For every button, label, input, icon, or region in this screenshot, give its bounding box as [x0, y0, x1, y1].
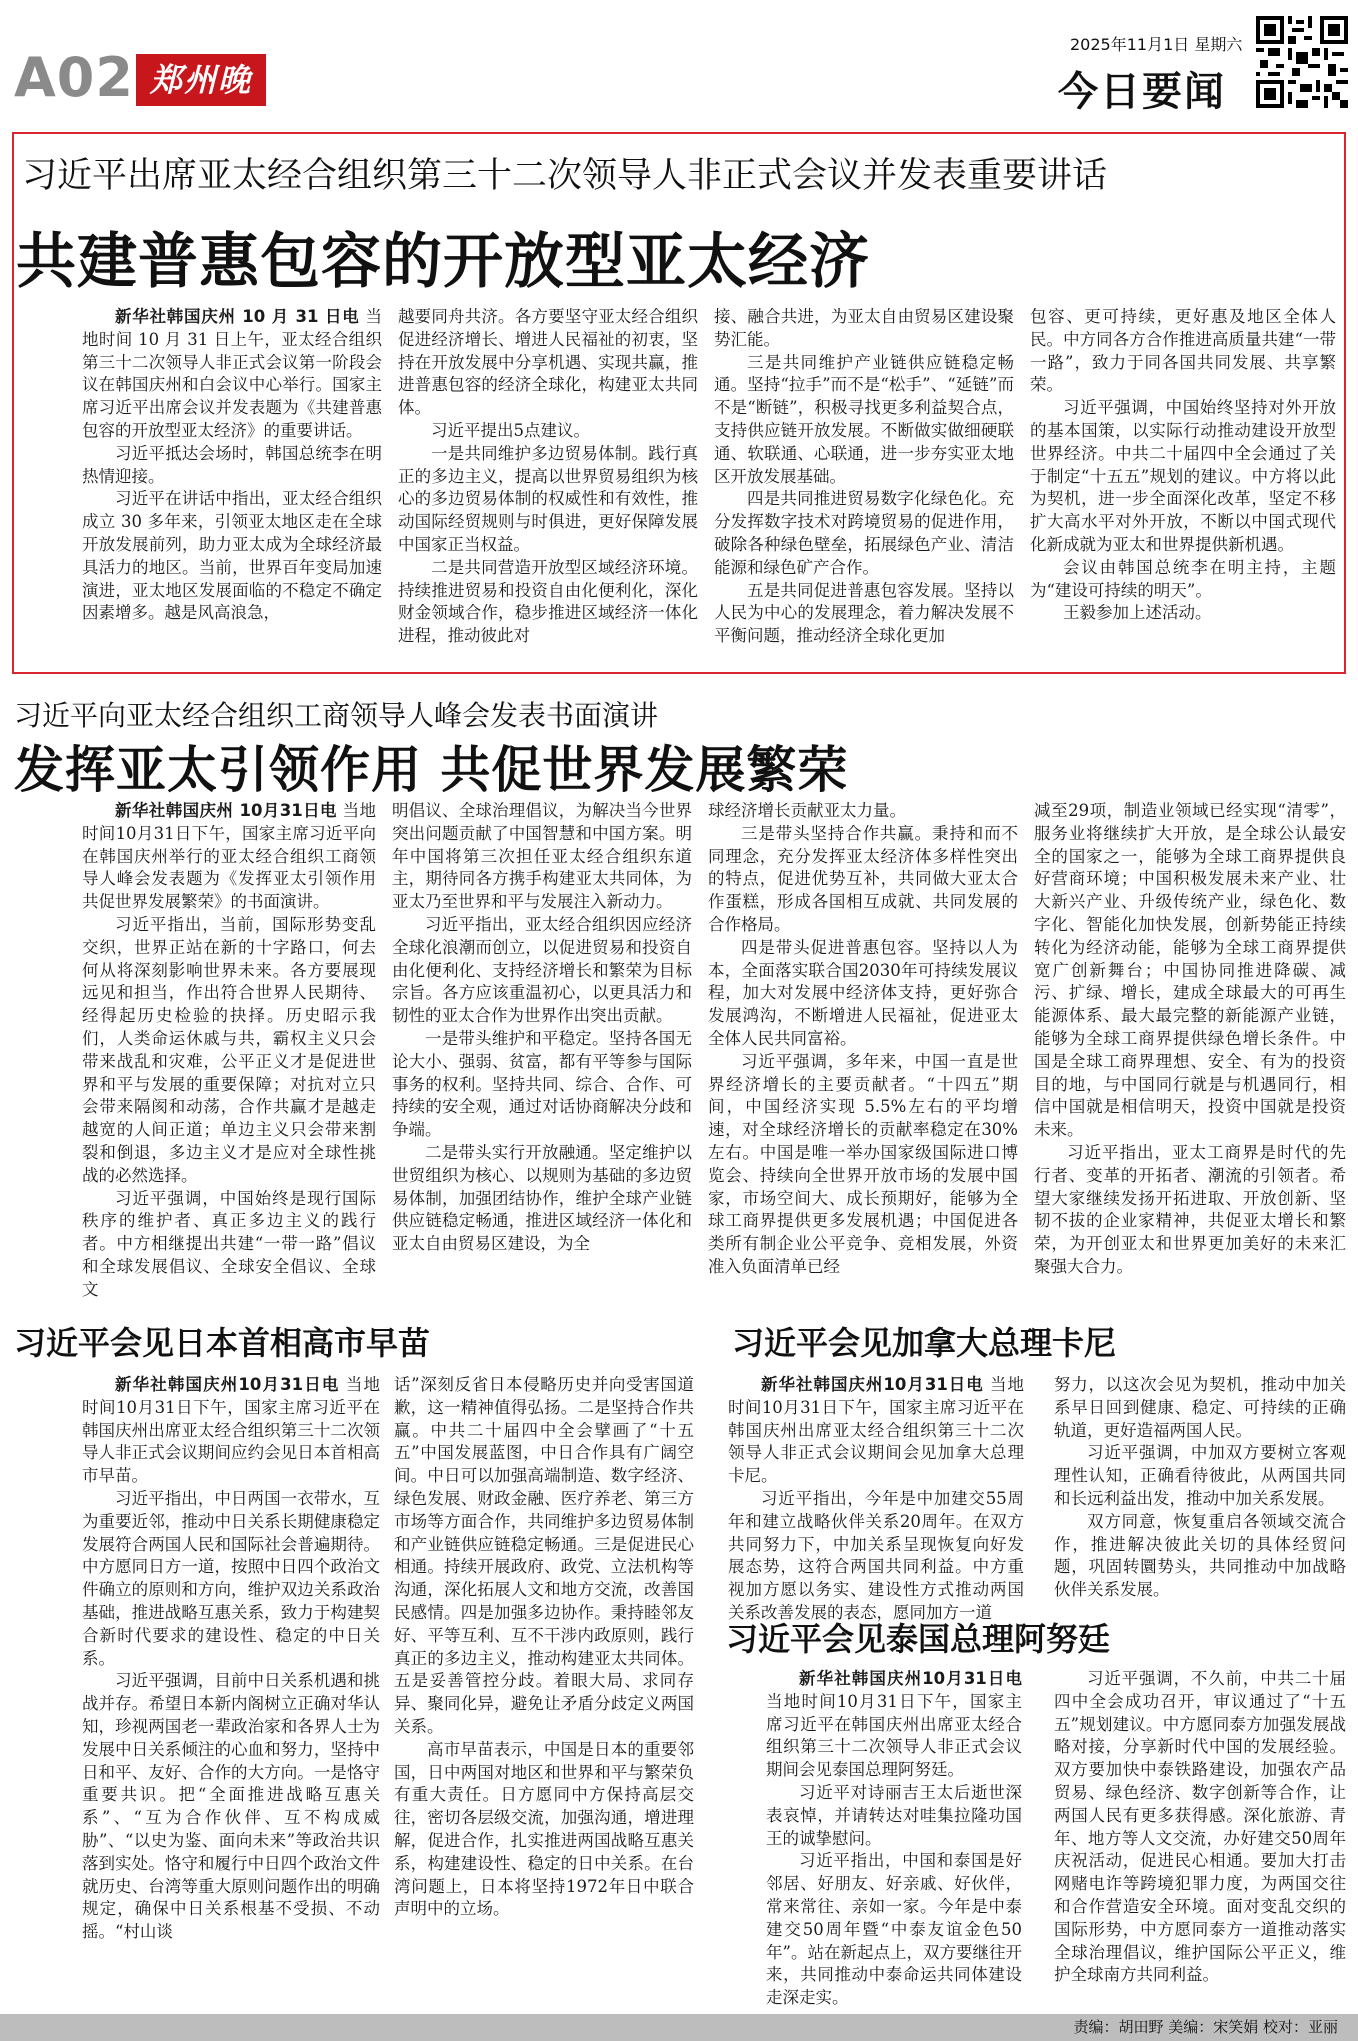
paragraph: 习近平强调，多年来，中国一直是世界经济增长的主要贡献者。“十四五”期间，中国经济实现 5.5%左右的平均增速，对全球经济增长的贡献率稳定在30%左右。中国是唯一举办国家级国际进口博览会、持续向全世界开放市场的发展中国家，市场空间大、成长预期好，能够为全球工商界提供更多发展机遇；中国促进各类所有制企业公平竞争、竞相发展，外资准入负面清单已经	[708, 1051, 1018, 1276]
paragraph: 接、融合共进，为亚太自由贸易区建设聚势汇能。	[714, 307, 1014, 349]
paragraph: 新华社韩国庆州10月31日电 当地时间10月31日下午，国家主席习近平在韩国庆州出席亚太经合组织第三十二次领导人非正式会议期间应约会见日本首相高市早苗。	[82, 1375, 380, 1486]
dateline: 新华社韩国庆州10月31日电	[799, 1669, 1022, 1688]
story4-column-1	[728, 1374, 1024, 1622]
paragraph: 习近平指出，亚太经合组织因应经济全球化浪潮而创立，以促进贸易和投资自由化便利化、支持经济增长和繁荣为目标宗旨。各方应该重温初心，以更具活力和韧性的亚太合作为世界作出突出贡献。	[392, 914, 692, 1026]
paragraph: 新华社韩国庆州 10 月 31 日电 当地时间 10 月 31 日上午，亚太经合组织第三十二次领导人非正式会议第一阶段会议在韩国庆州和白会议中心举行。国家主席习近平出席会议并发表题为《共建普惠包容的开放型亚太经济》的重要讲话。	[82, 307, 383, 440]
paragraph: 新华社韩国庆州10月31日电 当地时间10月31日下午，国家主席习近平在韩国庆州出席亚太经合组织第三十二次领导人非正式会议期间会见泰国总理阿努廷。	[766, 1669, 1022, 1780]
paragraph: 会议由韩国总统李在明主持，主题为“建设可持续的明天”。	[1030, 557, 1336, 600]
story2-column-3	[708, 800, 1018, 1284]
issue-date: 2025年11月1日 星期六	[1070, 35, 1243, 54]
lead-story-column-2	[398, 306, 698, 668]
story5-headline: 习近平会见泰国总理阿努廷	[726, 1620, 1111, 1658]
qr-code-icon	[1256, 16, 1348, 108]
paragraph: 习近平强调，中国始终坚持对外开放的基本国策，以实际行动推动建设开放型世界经济。中共二十届四中全会通过了关于制定“十五五”规划的建议。中方将以此为契机，进一步全面深化改革，坚定不移扩大高水平对外开放，不断以中国式现代化新成就为亚太和世界提供新机遇。	[1030, 398, 1336, 554]
story2-column-4	[1034, 800, 1346, 1284]
paragraph: 王毅参加上述活动。	[1063, 603, 1212, 623]
dateline: 新华社韩国庆州10月31日电	[115, 1375, 340, 1394]
paragraph: 减至29项，制造业领域已经实现“清零”，服务业将继续扩大开放，是全球公认最安全的国家之一，能够为全球工商界提供良好营商环境；中国积极发展未来产业、壮大新兴产业、升级传统产业，绿色化、数字化、智能化加快发展，创新势能正持续转化为经济动能，能够为全球工商界提供宽广创新舞台；中国协同推进降碳、减污、扩绿、增长，建成全球最大的可再生能源体系、最大最完整的新能源产业链，能够为全球工商界提供绿色增长条件。中国是全球工商界理想、安全、有为的投资目的地，与中国同行就是与机遇同行，相信中国就是相信明天，投资中国就是投资未来。	[1034, 801, 1346, 1140]
dateline: 新华社韩国庆州 10 月 31 日电	[115, 307, 360, 326]
story2-column-1	[82, 800, 376, 1299]
story4-headline: 习近平会见加拿大总理卡尼	[732, 1324, 1117, 1362]
paragraph: 新华社韩国庆州10月31日电 当地时间10月31日下午，国家主席习近平在韩国庆州出席亚太经合组织第三十二次领导人非正式会议期间会见加拿大总理卡尼。	[728, 1375, 1024, 1486]
paragraph: 二是带头实行开放融通。坚定维护以世贸组织为核心、以规则为基础的多边贸易体制，加强团结协作，维护全球产业链供应链稳定畅通，推进区域经济一体化和亚太自由贸易区建设，为全	[392, 1142, 692, 1254]
paragraph: 习近平提出5点建议。	[431, 420, 590, 440]
story2-column-2	[392, 800, 692, 1284]
story3-column-1	[82, 1374, 380, 2004]
paragraph: 三是共同维护产业链供应链稳定畅通。坚持“拉手”而不是“松手”、“延链”而不是“断链”，积极寻找更多利益契合点，支持供应链开放发展。不断做实做细硬联通、软联通、心联通，进一步夯实亚太地区开放发展基础。	[714, 352, 1014, 486]
story5-column-2	[1054, 1668, 1346, 2006]
paragraph: 包容、更可持续，更好惠及地区全体人民。中方同各方合作推进高质量共建“一带一路”，致力于同各国共同发展、共享繁荣。	[1030, 307, 1336, 395]
paragraph: 四是共同推进贸易数字化绿色化。充分发挥数字技术对跨境贸易的促进作用，破除各种绿色壁垒，拓展绿色产业、清洁能源和绿色矿产合作。	[714, 489, 1014, 577]
paragraph: 习近平强调，不久前，中共二十届四中全会成功召开，审议通过了“十五五”规划建议。中方愿同泰方加强发展战略对接，分享新时代中国的发展经验。双方要加快中泰铁路建设，加强农产品贸易、绿色经济、数字创新等合作，让两国人民有更多获得感。深化旅游、青年、地方等人文交流，办好建交50周年庆祝活动，促进民心相通。要加大打击网赌电诈等跨境犯罪力度，为两国交往和合作营造安全环境。面对变乱交织的国际形势，中方愿同泰方一道推动落实全球治理倡议，维护国际公平正义，维护全球南方共同利益。	[1054, 1669, 1346, 1985]
lead-story-column-1	[82, 306, 382, 668]
lead-story-kicker: 习近平出席亚太经合组织第三十二次领导人非正式会议并发表重要讲话	[22, 156, 1108, 196]
paragraph: 三是带头坚持合作共赢。秉持和而不同理念，充分发挥亚太经济体多样性突出的特点，促进优势互补，共同做大亚太合作蛋糕，形成各国相互成就、共同发展的合作格局。	[708, 823, 1018, 934]
paragraph: 习近平指出，当前，国际形势变乱交织，世界正站在新的十字路口，何去何从将深刻影响世界未来。各方要展现远见和担当，作出符合世界人民期待、经得起历史检验的抉择。历史昭示我们，人类命运休戚与共，霸权主义只会带来战乱和灾难，公平正义才是促进世界和平与发展的重要保障；对抗对立只会带来隔阂和动荡，合作共赢才是越走越宽的人间正道；单边主义只会带来割裂和倒退，多边主义才是应对全球性挑战的必然选择。	[82, 914, 376, 1185]
paragraph: 习近平对诗丽吉王太后逝世深表哀悼，并请转达对哇集拉隆功国王的诚挚慰问。	[766, 1782, 1022, 1848]
page-number: A02	[14, 46, 134, 109]
paragraph: 一是带头维护和平稳定。坚持各国无论大小、强弱、贫富，都有平等参与国际事务的权利。坚持共同、综合、合作、可持续的安全观，通过对话协商解决分歧和争端。	[392, 1028, 692, 1140]
paragraph: 新华社韩国庆州 10月31日电 当地时间10月31日下午，国家主席习近平向在韩国庆州举行的亚太经合组织工商领导人峰会发表题为《发挥亚太引领作用 共促世界发展繁荣》的书面演讲。	[82, 801, 376, 912]
paragraph: 越要同舟共济。各方要坚守亚太经合组织促进经济增长、增进人民福祉的初衷，坚持在开放发展中分享机遇、实现共赢，推进普惠包容的经济全球化，构建亚太共同体。	[398, 307, 698, 418]
newspaper-logo: 郑州晚报	[136, 54, 266, 106]
paragraph: 球经济增长贡献亚太力量。	[708, 801, 906, 820]
paragraph: 习近平指出，中日两国一衣带水，互为重要近邻，推动中日关系长期健康稳定发展符合两国人民和国际社会普遍期待。中方愿同日方一道，按照中日四个政治文件确立的原则和方向，维护双边关系政治基础，推进战略互惠关系，致力于构建契合新时代要求的建设性、稳定的中日关系。	[82, 1488, 380, 1668]
paragraph: 四是带头促进普惠包容。坚持以人为本，全面落实联合国2030年可持续发展议程，加大对发展中经济体支持，更好弥合发展鸿沟，不断增进人民福祉，促进亚太全体人民共同富裕。	[708, 937, 1018, 1048]
paragraph: 努力，以这次会见为契机，推动中加关系早日回到健康、稳定、可持续的正确轨道，更好造福两国人民。	[1054, 1375, 1346, 1440]
lead-story-column-4	[1030, 306, 1336, 668]
dateline: 新华社韩国庆州 10月31日电	[115, 801, 337, 820]
editor-credits: 责编：胡田野 美编：宋笑娟 校对：亚丽	[1073, 2018, 1338, 2036]
paragraph: 习近平强调，目前中日关系机遇和挑战并存。希望日本新内阁树立正确对华认知，珍视两国老一辈政治家和各界人士为发展中日关系倾注的心血和努力，坚持中日和平、友好、合作的大方向。一是恪守重要共识。把“全面推进战略互惠关系”、“互为合作伙伴、互不构成威胁”、“以史为鉴、面向未来”等政治共识落到实处。恪守和履行中日四个政治文件就历史、台湾等重大原则问题作出的明确规定，确保中日关系根基不受损、不动摇。“村山谈	[82, 1671, 380, 1942]
story5-column-1	[766, 1668, 1022, 2006]
paragraph: 习近平指出，今年是中加建交55周年和建立战略伙伴关系20周年。在双方共同努力下，中加关系呈现恢复向好发展态势，这符合两国共同利益。中方重视加方愿以务实、建设性方式推动两国关系改善发展的表态，愿同加方一道	[728, 1488, 1024, 1622]
dateline: 新华社韩国庆州10月31日电	[761, 1375, 984, 1394]
paragraph: 五是共同促进普惠包容发展。坚持以人民为中心的发展理念，着力解决发展不平衡问题，推动经济全球化更加	[714, 580, 1014, 646]
section-title: 今日要闻	[1058, 69, 1226, 115]
paragraph: 习近平抵达会场时，韩国总统李在明热情迎接。	[82, 443, 382, 486]
paragraph: 高市早苗表示，中国是日本的重要邻国，日中两国对地区和世界和平与繁荣负有重大责任。日方愿同中方保持高层交往，密切各层级交流，加强沟通，增进理解，促进合作，扎实推进两国战略互惠关系，构建建设性、稳定的日中关系。在台湾问题上，日本将坚持1972年日中联合声明中的立场。	[394, 1739, 694, 1919]
story2-kicker: 习近平向亚太经合组织工商领导人峰会发表书面演讲	[14, 699, 659, 732]
paragraph: 习近平在讲话中指出，亚太经合组织成立 30 多年来，引领亚太地区走在全球开放发展前列，助力亚太成为全球经济最具活力的地区。当前，世界百年变局加速演进，亚太地区发展面临的不稳定不确定因素增多。越是风高浪急，	[82, 489, 382, 623]
paragraph: 明倡议、全球治理倡议，为解决当今世界突出问题贡献了中国智慧和中国方案。明年中国将第三次担任亚太经合组织东道主，期待同各方携手构建亚太共同体，为亚太乃至世界和平与发展注入新动力。	[392, 801, 692, 912]
paragraph: 习近平指出，亚太工商界是时代的先行者、变革的开拓者、潮流的引领者。希望大家继续发扬开拓进取、开放创新、坚韧不拔的企业家精神，共促亚太增长和繁荣，为开创亚太和世界更加美好的未来汇聚强大合力。	[1034, 1142, 1346, 1276]
paragraph: 习近平强调，中国始终是现行国际秩序的维护者、真正多边主义的践行者。中方相继提出共建“一带一路”倡议和全球发展倡议、全球安全倡议、全球文	[82, 1188, 376, 1299]
paragraph: 习近平指出，中国和泰国是好邻居、好朋友、好亲戚、好伙伴，常来常往、亲如一家。今年是中泰建交50周年暨“中泰友谊金色50年”。站在新起点上，双方要继往开来，共同推动中泰命运共同体建设走深走实。	[766, 1851, 1022, 2008]
lead-story-column-3	[714, 306, 1014, 668]
paragraph: 二是共同营造开放型区域经济环境。持续推进贸易和投资自由化便利化，深化财金领域合作，稳步推进区域经济一体化进程，推动彼此对	[398, 557, 698, 646]
paragraph: 双方同意，恢复重启各领域交流合作，推进解决彼此关切的具体经贸问题，巩固转圜势头，共同推动中加战略伙伴关系发展。	[1054, 1511, 1346, 1600]
story4-column-2	[1054, 1374, 1346, 1608]
lead-story-headline: 共建普惠包容的开放型亚太经济	[16, 227, 870, 297]
paragraph: 话”深刻反省日本侵略历史并向受害国道歉，这一精神值得弘扬。二是坚持合作共赢。中共二十届四中全会擘画了“十五五”中国发展蓝图，中日合作具有广阔空间。中日可以加强高端制造、数字经济、绿色发展、财政金融、医疗养老、第三方市场等方面合作，共同维护多边贸易体制和产业链供应链稳定畅通。三是促进民心相通。持续开展政府、政党、立法机构等沟通，深化拓展人文和地方交流，改善国民感情。四是加强多边协作。秉持睦邻友好、平等互利、互不干涉内政原则，践行真正的多边主义，推动构建亚太共同体。五是妥善管控分歧。着眼大局、求同存异、聚同化异，避免让矛盾分歧定义两国关系。	[394, 1375, 694, 1736]
paragraph: 习近平强调，中加双方要树立客观理性认知，正确看待彼此，从两国共同和长远利益出发，推动中加关系发展。	[1054, 1443, 1346, 1508]
story3-column-2	[394, 1374, 694, 2004]
story3-headline: 习近平会见日本首相高市早苗	[14, 1324, 431, 1362]
story2-headline: 发挥亚太引领作用 共促世界发展繁荣	[14, 740, 849, 799]
paragraph: 一是共同维护多边贸易体制。践行真正的多边主义，提高以世界贸易组织为核心的多边贸易体制的权威性和有效性，推动国际经贸规则与时俱进，更好保障发展中国家正当权益。	[398, 443, 698, 554]
